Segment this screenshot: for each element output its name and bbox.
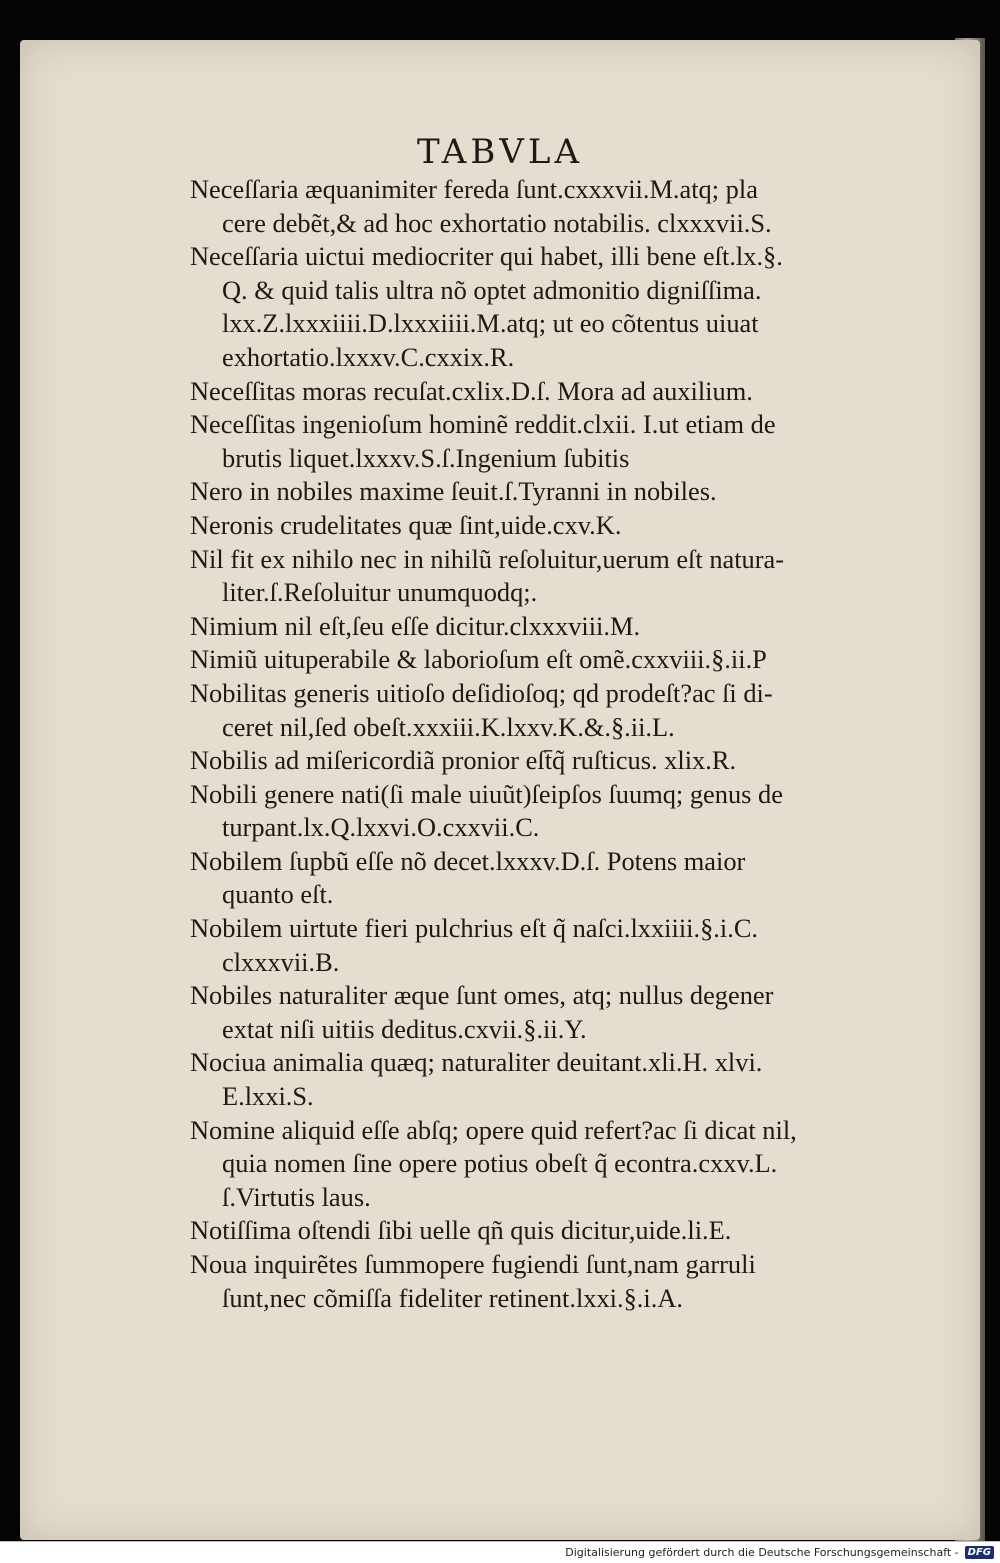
entry-line: turpant.lx.Q.lxxvi.O.cxxvii.C. [222,812,540,843]
entry-line: Nobilem uirtute fieri pulchrius eſt q̃ naſci.lxxiiii.§.i.C. [190,913,759,944]
index-entry [190,1248,890,1315]
entry-line: Nobilis ad miſericordiã pronior eſt̄q̃ ruſticus. xlix.R. [190,745,737,776]
entry-line: Nobilem ſupbũ eſſe nõ decet.lxxxv.D.ſ. Potens maior [190,845,746,876]
entry-line: Nobiles naturaliter æque ſunt omes, atq; nullus degener [190,980,774,1011]
entry-line: ceret nil,ſed obeſt.xxxiii.K.lxxv.K.&.§.ii.L. [222,711,675,742]
index-entry [190,173,890,240]
entry-line: Noua inquirẽtes ſummopere fugiendi ſunt,nam garruli [190,1249,756,1279]
index-entries [190,173,890,1315]
index-entry [190,1114,890,1215]
entry-line: Notiſſima oſtendi ſibi uelle qñ quis dicitur,uide.li.E. [190,1215,732,1246]
entry-line: ſunt,nec cõmiſſa fideliter retinent.lxxi.§.i.A. [222,1282,683,1313]
index-entry [190,643,890,677]
entry-line: Q. & quid talis ultra nõ optet admonitio digniſſima. [222,274,762,305]
entry-line: Neceſſitas ingenioſum hominẽ reddit.clxii. I.ut etiam de [190,409,776,440]
entry-line: Nociua animalia quæq; naturaliter deuitant.xli.H. xlvi. [190,1047,763,1078]
entry-line: Nero in nobiles maxime ſeuit.ſ.Tyranni in nobiles. [190,476,717,507]
index-entry [190,912,890,979]
entry-line: Neceſſaria æquanimiter fereda ſunt.cxxxvii.M.atq; pla [190,174,758,204]
entry-line: Neceſſitas moras recuſat.cxlix.D.ſ. Mora ad auxilium. [190,375,753,406]
entry-line: Nobili genere nati(ſi male uiuũt)ſeipſos ſuumq; genus de [190,778,783,809]
index-entry [190,543,890,610]
index-entry [190,1046,890,1113]
index-entry [190,845,890,912]
footer-bar [0,1541,1000,1563]
entry-line: lxx.Z.lxxxiiii.D.lxxxiiii.M.atq; ut eo cõtentus uiuat [222,308,759,339]
index-entry [190,240,890,374]
index-entry [190,610,890,644]
footer-text: Digitalisierung gefördert durch die Deutsche Forschungsgemeinschaft - [565,1546,959,1559]
index-entry [190,677,890,744]
entry-line: Neronis crudelitates quæ ſint,uide.cxv.K. [190,509,622,540]
entry-line: extat niſi uitiis deditus.cxvii.§.ii.Y. [222,1013,587,1044]
entry-line: exhortatio.lxxxv.C.cxxix.R. [222,341,515,372]
dfg-logo: DFG [965,1546,994,1559]
entry-line: Neceſſaria uictui mediocriter qui habet, illi bene eſt.lx.§. [190,241,783,272]
index-entry [190,979,890,1046]
entry-line: Nimiũ uituperabile & laborioſum eſt omẽ.cxxviii.§.ii.P [190,644,767,675]
entry-line: ſ.Virtutis laus. [222,1181,371,1212]
index-entry [190,1214,890,1248]
entry-line: quanto eſt. [222,879,334,910]
entry-line: clxxxvii.B. [222,946,340,977]
entry-line: Nil fit ex nihilo nec in nihilũ reſoluitur,uerum eſt natura- [190,543,785,574]
index-entry [190,475,890,509]
entry-line: quia nomen ſine opere potius obeſt q̃ econtra.cxxv.L. [222,1148,778,1179]
entry-line: Nomine aliquid eſſe abſq; opere quid refert?ac ſi dicat nil, [190,1114,797,1145]
entry-line: cere debẽt,& ad hoc exhortatio notabilis. clxxxvii.S. [222,207,772,238]
page-title: TABVLA [416,132,584,172]
entry-line: E.lxxi.S. [222,1081,314,1112]
entry-line: Nobilitas generis uitioſo deſidioſoq; qd prodeſt?ac ſi di- [190,677,773,708]
entry-line: Nimium nil eſt,ſeu eſſe dicitur.clxxxviii.M. [190,610,641,641]
index-entry [190,778,890,845]
index-entry [190,509,890,543]
entry-line: brutis liquet.lxxxv.S.ſ.Ingenium ſubitis [222,442,630,473]
index-entry [190,744,890,778]
index-entry [190,408,890,475]
entry-line: liter.ſ.Reſoluitur unumquodq;. [222,577,538,608]
index-entry [190,375,890,409]
